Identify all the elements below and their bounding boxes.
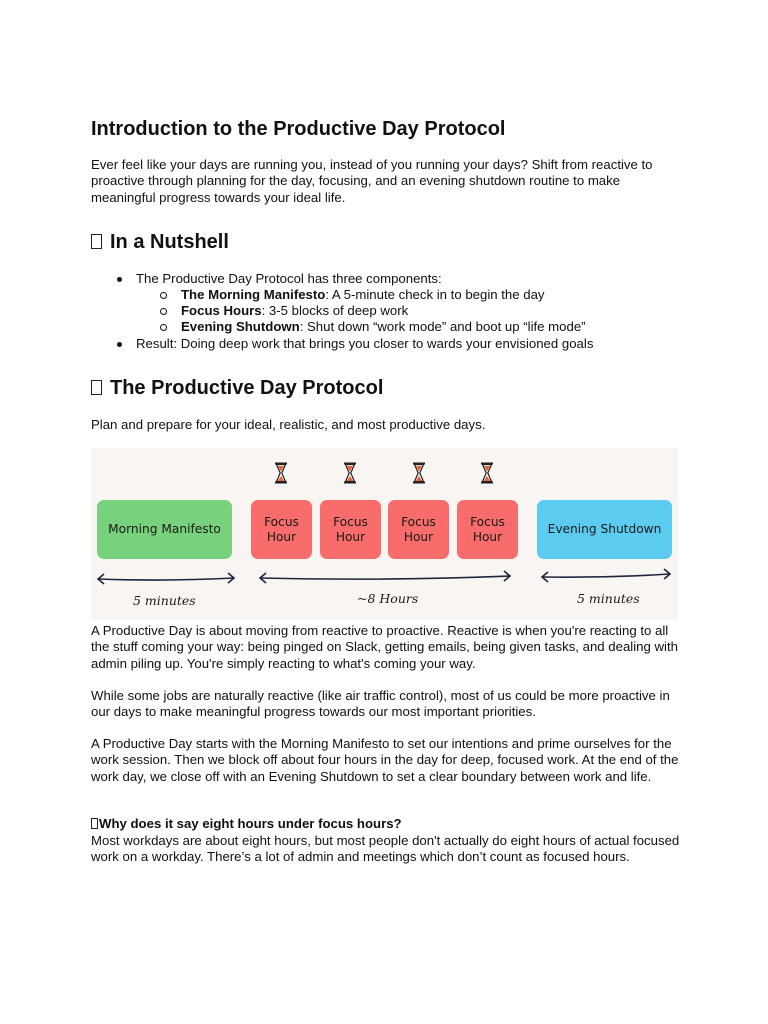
subitem-desc: : 3-5 blocks of deep work [261, 303, 409, 318]
morning-manifesto-block [97, 500, 232, 559]
faq-question [91, 816, 402, 832]
protocol-heading [91, 377, 383, 400]
page-title: Introduction to the Productive Day Protocol [91, 118, 506, 140]
missing-glyph-icon [91, 234, 102, 249]
evening-shutdown-label: Evening Shutdown [547, 522, 662, 536]
hourglass-icon [342, 462, 358, 484]
focus-label-line1: Focus [264, 514, 299, 529]
body-paragraph-2: While some jobs are naturally reactive (like air traffic control), most of us could be more proactive in our days to make meaningful progress towards our most important priorities. [91, 688, 670, 720]
focus-label-line1: Focus [333, 514, 368, 529]
duration-arrow [539, 567, 673, 585]
list-subitem [181, 303, 408, 319]
duration-arrow [95, 570, 237, 588]
subitem-term: The Morning Manifesto [181, 287, 326, 302]
subitem-term: Focus Hours [181, 303, 262, 318]
focus-label-line2: Hour [472, 529, 503, 544]
evening-duration-label: 5 minutes [577, 591, 640, 606]
intro-paragraph: Ever feel like your days are running you, instead of you running your days? Shift from reactive to proactive through planning for the day, focusing, and an evening shutdown routine to make meaningful progress towards your ideal life. [91, 157, 653, 205]
list-subitem [181, 287, 545, 303]
focus-hour-label [333, 515, 368, 545]
morning-manifesto-label: Morning Manifesto [108, 522, 221, 536]
protocol-diagram [91, 448, 678, 620]
nutshell-heading-text: In a Nutshell [110, 231, 229, 253]
subitem-term: Evening Shutdown [181, 319, 300, 334]
hourglass-icon [273, 462, 289, 484]
faq-question-text: Why does it say eight hours under focus hours? [99, 816, 402, 831]
hourglass-icon [411, 462, 427, 484]
body-paragraph-1: A Productive Day is about moving from reactive to proactive. Reactive is when you're reacting to all the stuff coming your way: being pinged on Slack, getting emails, being given tasks, and dealing with admin piling up. You're simply reacting to what's coming your way. [91, 623, 678, 671]
list-item-text: The Productive Day Protocol has three components: [136, 271, 442, 286]
bullet-icon [117, 342, 122, 347]
subitem-desc: : A 5-minute check in to begin the day [325, 287, 545, 302]
body-paragraph-3: A Productive Day starts with the Morning Manifesto to set our intentions and prime ourselves for the work session. Then we block off about four hours in the day for deep, focused work. At the end of the work day, we close off with an Evening Shutdown to set a clear boundary between work and life. [91, 736, 679, 784]
morning-duration-label: 5 minutes [133, 593, 196, 608]
duration-arrow [257, 569, 513, 587]
focus-hour-block [320, 500, 381, 559]
list-item [136, 271, 442, 287]
missing-glyph-icon [91, 380, 102, 395]
focus-label-line1: Focus [470, 514, 505, 529]
protocol-heading-text: The Productive Day Protocol [110, 377, 384, 399]
protocol-intro: Plan and prepare for your ideal, realistic, and most productive days. [91, 417, 486, 432]
focus-duration-label: ~8 Hours [357, 591, 419, 606]
subitem-desc: : Shut down “work mode” and boot up “life mode” [299, 319, 586, 334]
focus-hour-block [457, 500, 518, 559]
sub-bullet-icon [160, 324, 167, 331]
missing-glyph-icon [91, 818, 98, 829]
focus-label-line1: Focus [401, 514, 436, 529]
nutshell-heading [91, 231, 229, 254]
list-item [136, 336, 593, 352]
list-subitem [181, 319, 586, 335]
evening-shutdown-block [537, 500, 672, 559]
focus-label-line2: Hour [335, 529, 366, 544]
list-item-text: Result: Doing deep work that brings you closer to wards your envisioned goals [136, 336, 594, 351]
sub-bullet-icon [160, 292, 167, 299]
focus-label-line2: Hour [266, 529, 297, 544]
hourglass-icon [479, 462, 495, 484]
bullet-icon [117, 277, 122, 282]
focus-hour-block [388, 500, 449, 559]
focus-hour-block [251, 500, 312, 559]
faq-answer: Most workdays are about eight hours, but most people don't actually do eight hours of actual focused work on a workday. There’s a lot of admin and meetings which don’t count as focused hours. [91, 833, 680, 865]
focus-hour-label [470, 515, 505, 545]
sub-bullet-icon [160, 308, 167, 315]
focus-hour-label [401, 515, 436, 545]
focus-hour-label [264, 515, 299, 545]
focus-label-line2: Hour [403, 529, 434, 544]
